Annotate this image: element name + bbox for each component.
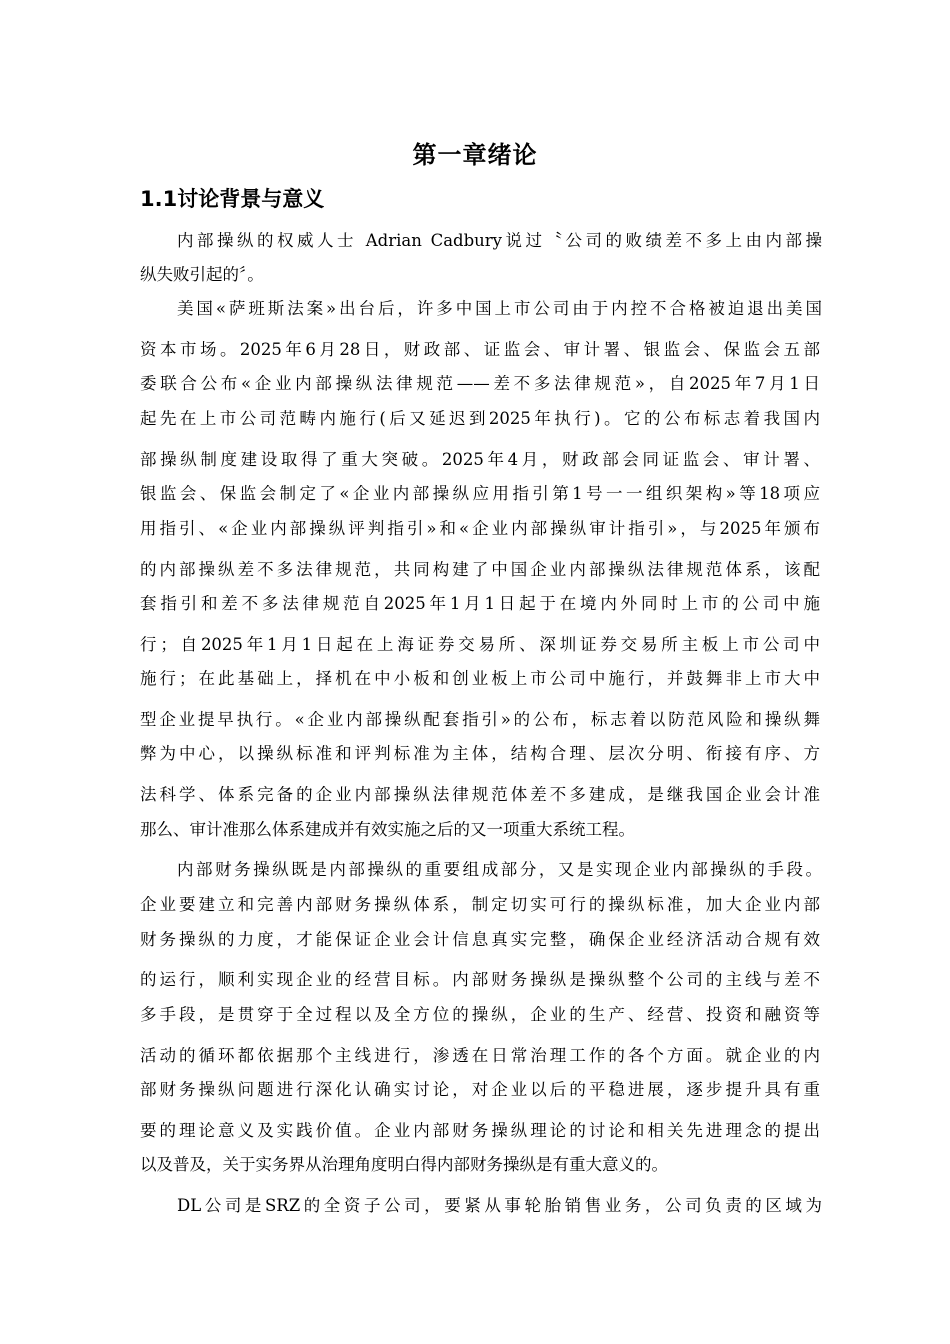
text-line: 委联合公布«企业内部操纵法律规范——差不多法律规范»，自2025年7月1日 (140, 374, 820, 393)
text-line: 资本市场。2025年6月28日，财政部、证监会、审计署、银监会、保监会五部 (140, 340, 820, 359)
text-line: 纵失败引起的〞。 (140, 265, 264, 284)
text-line: 套指引和差不多法律规范自2025年1月1日起于在境内外同时上市的公司中施 (140, 594, 820, 613)
text-line: 施行；在此基础上，择机在中小板和创业板上市公司中施行，并鼓舞非上市大中 (140, 669, 820, 688)
text-line: 型企业提早执行。«企业内部操纵配套指引»的公布，标志着以防范风险和操纵舞 (140, 710, 820, 729)
text-line: 企业要建立和完善内部财务操纵体系，制定切实可行的操纵标准，加大企业内部 (140, 895, 820, 914)
text-line: 那么、审计准那么体系建成并有效实施之后的又一项重大系统工程。 (140, 820, 635, 839)
text-line: 行；自2025年1月1日起在上海证券交易所、深圳证券交易所主板上市公司中 (140, 635, 820, 654)
text-line: 的内部操纵差不多法律规范，共同构建了中国企业内部操纵法律规范体系，该配 (140, 560, 820, 579)
text-line: DL公司是SRZ的全资子公司，要紧从事轮胎销售业务，公司负责的区域为 (177, 1196, 822, 1215)
text-line: 弊为中心，以操纵标准和评判标准为主体，结构合理、层次分明、衔接有序、方 (140, 744, 820, 763)
text-line: 的运行，顺利实现企业的经营目标。内部财务操纵是操纵整个公司的主线与差不 (140, 970, 820, 989)
text-line: 银监会、保监会制定了«企业内部操纵应用指引第1号一一组织架构»等18项应 (140, 484, 820, 503)
chapter-title: 第一章绪论 (412, 141, 538, 169)
text-line: 法科学、体系完备的企业内部操纵法律规范体差不多建成，是继我国企业会计准 (140, 785, 820, 804)
text-line: 内部财务操纵既是内部操纵的重要组成部分，又是实现企业内部操纵的手段。 (177, 860, 822, 879)
text-line: 活动的循环都依据那个主线进行，渗透在日常治理工作的各个方面。就企业的内 (140, 1046, 820, 1065)
text-line: 部操纵制度建设取得了重大突破。2025年4月，财政部会同证监会、审计署、 (140, 450, 820, 469)
text-line: 用指引、«企业内部操纵评判指引»和«企业内部操纵审计指引»，与2025年颁布 (140, 519, 820, 538)
text-line: 多手段，是贯穿于全过程以及全方位的操纵，企业的生产、经营、投资和融资等 (140, 1005, 820, 1024)
text-line: 起先在上市公司范畴内施行(后又延迟到2025年执行)。它的公布标志着我国内 (140, 409, 820, 428)
text-line: 美国«萨班斯法案»出台后，许多中国上市公司由于内控不合格被迫退出美国 (177, 299, 822, 318)
text-line: 要的理论意义及实践价值。企业内部财务操纵理论的讨论和相关先进理念的提出 (140, 1121, 820, 1140)
text-line: 财务操纵的力度，才能保证企业会计信息真实完整，确保企业经济活动合规有效 (140, 930, 820, 949)
text-line: 内部操纵的权威人士 Adrian Cadbury说过〝公司的败绩差不多上由内部操 (177, 231, 822, 250)
text-line: 部财务操纵问题进行深化认确实讨论，对企业以后的平稳进展，逐步提升具有重 (140, 1080, 820, 1099)
section-heading: 1.1讨论背景与意义 (140, 187, 325, 211)
text-line: 以及普及，关于实务界从治理角度明白得内部财务操纵是有重大意义的。 (140, 1155, 668, 1174)
